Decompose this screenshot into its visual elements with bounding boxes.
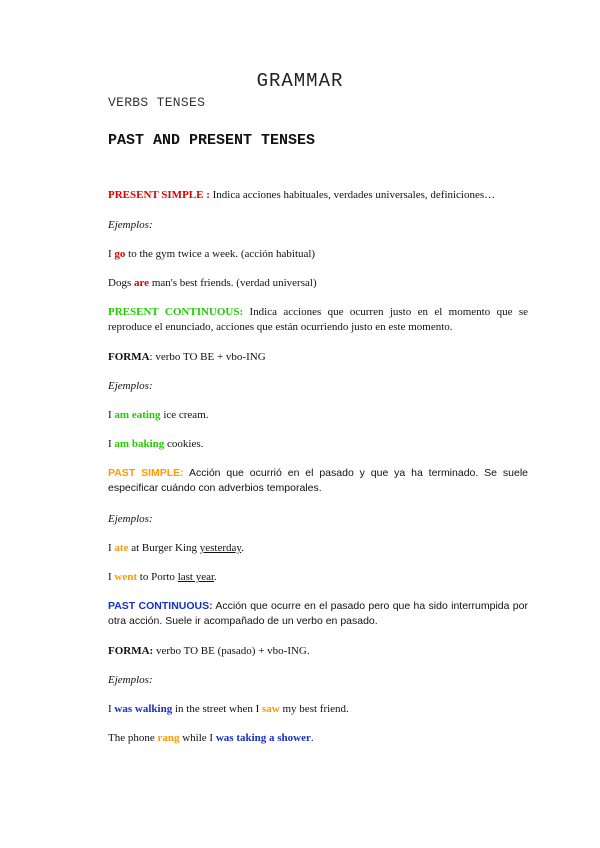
examples-label: Ejemplos: (108, 674, 153, 686)
forma-text: : verbo TO BE + vbo-ING (149, 351, 266, 363)
example-verb: rang (157, 732, 180, 744)
example-text: cookies. (164, 438, 204, 450)
example-text: I (108, 571, 115, 583)
example-text: at Burger King (128, 542, 200, 554)
present-continuous-example-2 (108, 437, 528, 452)
past-simple-definition (108, 466, 528, 495)
past-continuous-definition (108, 599, 528, 628)
past-simple-desc: Acción que ocurrió en el pasado y que ya ha terminado. Se suele especificar cuándo con adverbios temporales. (108, 467, 528, 494)
example-verb: ate (114, 542, 129, 554)
example-text: ice cream. (160, 409, 209, 421)
present-continuous-definition (108, 305, 528, 334)
example-text: . (214, 571, 217, 583)
present-continuous-forma (108, 350, 528, 365)
present-continuous-label: PRESENT CONTINUOUS: (108, 306, 244, 318)
past-simple-example-1 (108, 541, 528, 556)
examples-label: Ejemplos: (108, 513, 153, 525)
example-verb: am baking (114, 438, 165, 450)
forma-text: verbo TO BE (pasado) + vbo-ING. (153, 645, 310, 657)
example-text: I (108, 438, 115, 450)
present-simple-desc: Indica acciones habituales, verdades universales, definiciones… (212, 189, 496, 201)
forma-label: FORMA: (108, 645, 154, 657)
past-continuous-forma (108, 644, 528, 659)
time-adverb: last year (177, 571, 215, 583)
present-continuous-desc: Indica acciones que ocurren justo en el momento que se reproduce el enunciado, acciones que están ocurriendo justo en este momento. (108, 306, 528, 333)
example-text: my best friend. (279, 703, 349, 715)
section-heading: PAST AND PRESENT TENSES (108, 132, 316, 149)
present-simple-definition (108, 188, 528, 203)
example-text: The phone (108, 732, 158, 744)
example-text: I (108, 703, 115, 715)
example-verb: am eating (114, 409, 161, 421)
forma-label: FORMA (108, 351, 150, 363)
example-text: Dogs (108, 277, 134, 289)
example-text: . (241, 542, 244, 554)
example-verb: was taking a shower (215, 732, 311, 744)
example-verb: are (133, 277, 150, 289)
page-subtitle: VERBS TENSES (108, 95, 206, 110)
example-text: to Porto (137, 571, 178, 583)
present-simple-label: PRESENT SIMPLE : (108, 189, 210, 201)
example-verb: went (114, 571, 138, 583)
past-continuous-example-1 (108, 702, 528, 717)
examples-label: Ejemplos: (108, 219, 153, 231)
time-adverb: yesterday (199, 542, 242, 554)
page-title: GRAMMAR (256, 70, 344, 92)
past-continuous-desc: Acción que ocurre en el pasado pero que ha sido interrumpida por otra acción. Suele ir acompañado de un verbo en pasado. (108, 600, 528, 627)
example-verb: go (114, 248, 126, 260)
example-verb: was walking (114, 703, 173, 715)
past-simple-example-2 (108, 570, 528, 585)
example-text: in the street when I (172, 703, 263, 715)
example-text: man's best friends. (verdad universal) (149, 277, 317, 289)
example-text: to the gym twice a week. (acción habitual) (125, 248, 316, 260)
example-text: I (108, 542, 115, 554)
present-continuous-example-1 (108, 408, 528, 423)
example-text: I (108, 409, 115, 421)
example-text: while I (179, 732, 216, 744)
past-simple-label: PAST SIMPLE: (108, 467, 184, 479)
present-simple-example-1 (108, 247, 528, 262)
present-simple-example-2 (108, 276, 528, 291)
example-text: I (108, 248, 115, 260)
past-continuous-example-2 (108, 731, 528, 746)
past-continuous-label: PAST CONTINUOUS: (108, 600, 213, 612)
example-verb: saw (262, 703, 280, 715)
example-text: . (310, 732, 314, 744)
examples-label: Ejemplos: (108, 380, 153, 392)
